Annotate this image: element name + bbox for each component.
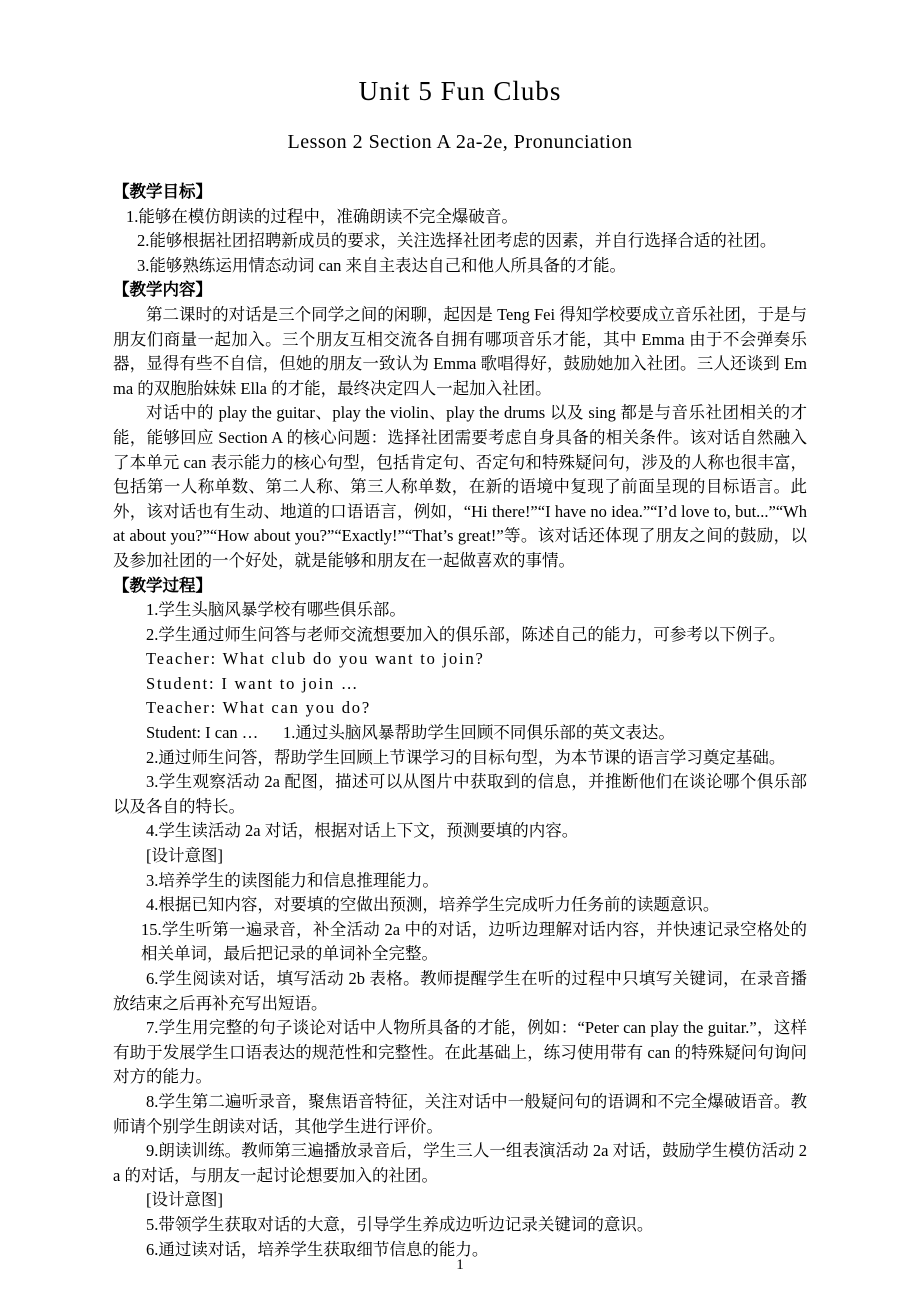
paragraph: Student: I want to join …: [146, 673, 360, 693]
paragraph: 4.学生读活动 2a 对话，根据对话上下文，预测要填的内容。: [146, 821, 579, 841]
page-number: 1: [456, 1257, 464, 1273]
paragraph: 4.根据已知内容，对要填的空做出预测，培养学生完成听力任务前的读题意识。: [146, 895, 720, 915]
document-body: [113, 180, 807, 1262]
paragraph: 9.朗读训练。教师第三遍播放录音后，学生三人一组表演活动 2a 对话，鼓励学生模仿活动 2a 的对话，与朋友一起讨论想要加入的社团。: [113, 1141, 807, 1185]
paragraph: 5.带领学生获取对话的大意，引导学生养成边听边记录关键词的意识。: [146, 1214, 654, 1234]
paragraph: 1.学生头脑风暴学校有哪些俱乐部。: [146, 600, 406, 620]
document-title: Unit 5 Fun Clubs: [358, 76, 562, 106]
paragraph: 6.通过读对话，培养学生获取细节信息的能力。: [146, 1239, 489, 1259]
paragraph: 2.能够根据社团招聘新成员的要求，关注选择社团考虑的因素，并自行选择合适的社团。: [137, 231, 777, 251]
paragraph: 15.学生听第一遍录音，补全活动 2a 中的对话，边听边理解对话内容，并快速记录空格处的相关单词，最后把记录的单词补全完整。: [141, 919, 807, 964]
paragraph: Teacher: What can you do?: [146, 698, 371, 718]
paragraph: 第二课时的对话是三个同学之间的闲聊，起因是 Teng Fei 得知学校要成立音乐社团，于是与朋友们商量一起加入。三个朋友互相交流各自拥有哪项音乐才能，其中 Emma 由于不会弹奏乐器，显得有些不自信，但她的朋友一致认为 Emma 歌唱得好，鼓励她加入社团。三人还谈到 Emma 的双胞胎妹妹 Ella 的才能，最终决定四人一起加入社团。: [113, 304, 807, 398]
paragraph: 3.学生观察活动 2a 配图，描述可以从图片中获取到的信息，并推断他们在谈论哪个俱乐部以及各自的特长。: [113, 772, 807, 816]
paragraph: 8.学生第二遍听录音，聚焦语音特征，关注对话中一般疑问句的语调和不完全爆破语音。教师请个别学生朗读对话，其他学生进行评价。: [113, 1091, 807, 1136]
paragraph: Teacher: What club do you want to join?: [146, 649, 485, 669]
section-heading: 【教学目标】: [113, 182, 212, 201]
paragraph: 6.学生阅读对话，填写活动 2b 表格。教师提醒学生在听的过程中只填写关键词，在录音播放结束之后再补充写出短语。: [113, 969, 807, 1013]
paragraph: [设计意图]: [146, 1190, 223, 1210]
paragraph: 3.能够熟练运用情态动词 can 来自主表达自己和他人所具备的才能。: [137, 255, 627, 275]
paragraph: Student: I can … 1.通过头脑风暴帮助学生回顾不同俱乐部的英文表达。: [146, 723, 675, 743]
paragraph: 3.培养学生的读图能力和信息推理能力。: [146, 870, 439, 890]
paragraph: [设计意图]: [146, 846, 223, 866]
section-heading: 【教学过程】: [113, 575, 212, 595]
paragraph: 7.学生用完整的句子谈论对话中人物所具备的才能，例如：“Peter can play the guitar.”，这样有助于发展学生口语表达的规范性和完整性。在此基础上，练习使用带有 can 的特殊疑问句询问对方的能力。: [113, 1018, 807, 1087]
paragraph: 2.学生通过师生问答与老师交流想要加入的俱乐部，陈述自己的能力，可参考以下例子。: [146, 624, 786, 644]
paragraph: 2.通过师生问答，帮助学生回顾上节课学习的目标句型，为本节课的语言学习奠定基础。: [146, 747, 786, 767]
section-heading: 【教学内容】: [113, 280, 212, 300]
paragraph: 对话中的 play the guitar、play the violin、play the drums 以及 sing 都是与音乐社团相关的才能，能够回应 Section A 的核心问题：选择社团需要考虑自身具备的相关条件。该对话自然融入了本单元 can 表示能力的核心句型，包括肯定句、否定句和特殊疑问句，涉及的人称也很丰富，包括第一人称单数、第二人称、第三人称单数，在新的语境中复现了前面呈现的目标语言。此外，该对话也有生动、地道的口语语言，例如，“Hi there!”“I have no idea.”“I’d love to, but...”“What about you?”“How about you?”“Exactly!”“That’s great!”等。该对话还体现了朋友之间的鼓励，以及参加社团的一个好处，就是能够和朋友在一起做喜欢的事情。: [113, 403, 807, 570]
document-subtitle: Lesson 2 Section A 2a-2e, Pronunciation: [287, 131, 633, 153]
paragraph: 1.能够在模仿朗读的过程中，准确朗读不完全爆破音。: [126, 206, 518, 226]
